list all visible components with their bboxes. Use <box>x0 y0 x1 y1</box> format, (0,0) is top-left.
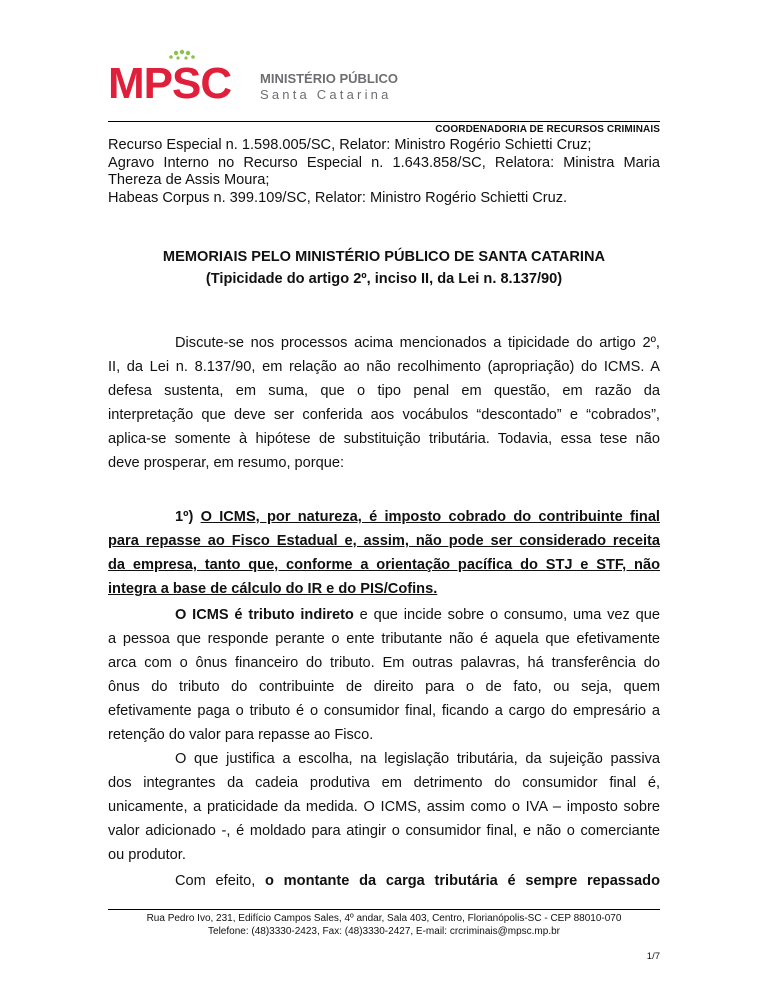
footer-rule <box>108 909 660 910</box>
text-line: da empresa, tanto que, conforme a orientação pacífica do STJ e STF, não <box>108 557 660 573</box>
text-line: aplica-se somente à hipótese de substituição tributária. Todavia, essa tese não <box>108 431 660 447</box>
text-line: retenção do valor para repasse ao Fisco. <box>108 727 374 743</box>
mpsc-logo <box>108 48 408 106</box>
text-line: valor adicionado -, é moldado para atingir o consumidor final, e não o comerciante <box>108 823 660 839</box>
bold-phrase: o montante da carga tributária é sempre repassado <box>265 873 660 889</box>
point-1 <box>108 505 660 601</box>
footer <box>108 912 660 938</box>
text-line: deve prosperar, em resumo, porque: <box>108 455 345 471</box>
text-line <box>108 505 660 529</box>
text-line <box>108 603 660 627</box>
intro-paragraph <box>108 331 660 475</box>
logo-line1: MINISTÉRIO PÚBLICO <box>260 71 398 86</box>
reference-3: Habeas Corpus n. 399.109/SC, Relator: Ministro Rogério Schietti Cruz. <box>108 189 568 206</box>
text-run: Com efeito, <box>175 873 266 889</box>
footer-contact: Telefone: (48)3330-2423, Fax: (48)3330-2427, E-mail: crcriminais@mpsc.mp.br <box>208 926 560 937</box>
logo-mark: MPSC <box>108 59 232 106</box>
text-line: unicamente, a praticidade da medida. O ICMS, assim como o IVA – imposto sobre <box>108 799 660 815</box>
reference-2a: Agravo Interno no Recurso Especial n. 1.643.858/SC, Relatora: Ministra Maria <box>108 154 660 171</box>
header-rule <box>108 121 660 122</box>
point-number: 1º) <box>175 509 194 525</box>
document-title: MEMORIAIS PELO MINISTÉRIO PÚBLICO DE SANTA CATARINA <box>162 249 606 265</box>
text-line: interpretação que deve ser conferida aos vocábulos “descontado” e “cobrados”, <box>108 407 660 423</box>
text-run: e que incide sobre o consumo, uma vez que <box>353 607 660 623</box>
point-text: O ICMS, por natureza, é imposto cobrado do contribuinte final <box>200 509 660 525</box>
department-name: COORDENADORIA DE RECURSOS CRIMINAIS <box>435 124 660 135</box>
text-line <box>108 869 660 893</box>
case-references <box>108 137 660 207</box>
paragraph-3 <box>108 747 660 867</box>
logo-line2: Santa Catarina <box>260 87 392 102</box>
text-line: dos integrantes da cadeia produtiva em detrimento do consumidor final é, <box>108 775 660 791</box>
text-line: II, da Lei n. 8.137/90, em relação ao não recolhimento (apropriação) do ICMS. A <box>108 359 660 375</box>
point-text-end: integra a base de cálculo do IR e do PIS/Cofins. <box>108 581 438 597</box>
text-line: a pessoa que responde perante o ente tributante não é aquela que efetivamente <box>108 631 660 647</box>
text-line: efetivamente paga o tributo é o consumidor final, ficando a cargo do empresário a <box>108 703 660 719</box>
text-line: ônus do tributo do contribuinte de direito para o de fato, ou seja, quem <box>108 679 660 695</box>
paragraph-2 <box>108 603 660 747</box>
reference-1: Recurso Especial n. 1.598.005/SC, Relator: Ministro Rogério Schietti Cruz; <box>108 137 592 153</box>
bold-phrase: O ICMS é tributo indireto <box>175 607 354 623</box>
text-line: O que justifica a escolha, na legislação tributária, da sujeição passiva <box>175 751 660 767</box>
text-line <box>108 577 660 601</box>
page-number: 1/7 <box>646 951 660 962</box>
text-line: Discute-se nos processos acima mencionados a tipicidade do artigo 2º, <box>175 335 660 351</box>
paragraph-4 <box>108 869 660 893</box>
text-line: arca com o ônus financeiro do tributo. Em outras palavras, há transferência do <box>108 655 660 671</box>
document-subtitle: (Tipicidade do artigo 2º, inciso II, da Lei n. 8.137/90) <box>205 271 563 287</box>
reference-2b: Thereza de Assis Moura; <box>108 172 270 188</box>
footer-address: Rua Pedro Ivo, 231, Edifício Campos Sales, 4º andar, Sala 403, Centro, Florianópolis-SC - CEP 88010-070 <box>146 913 622 924</box>
text-line: defesa sustenta, em suma, que o tipo penal em questão, em razão da <box>108 383 660 399</box>
text-line: para repasse ao Fisco Estadual e, assim, não pode ser considerado receita <box>108 533 660 549</box>
text-line: ou produtor. <box>108 847 186 863</box>
